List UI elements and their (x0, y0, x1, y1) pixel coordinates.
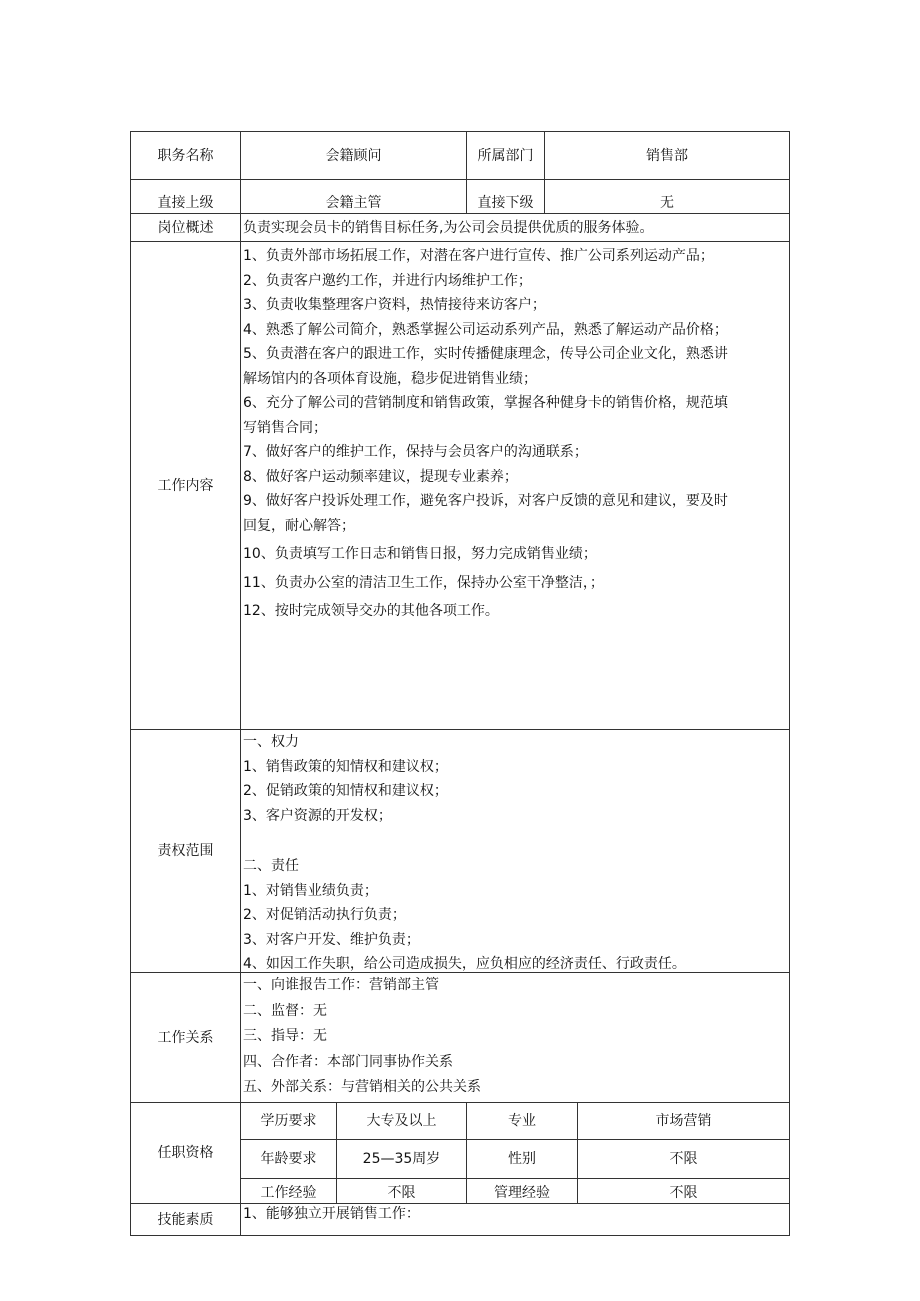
job-description-table (130, 131, 790, 1236)
work-content-label: 工作内容 (157, 477, 214, 494)
work-item: 6、充分了解公司的营销制度和销售政策，掌握各种健身卡的销售价格，规范填 (243, 395, 728, 411)
dept-label: 所属部门 (466, 132, 544, 179)
qualifications-label: 任职资格 (157, 1145, 214, 1161)
row-work-content (131, 241, 789, 729)
qual-value: 大专及以上 (336, 1103, 466, 1139)
row-overview (131, 213, 789, 241)
superior-value: 会籍主管 (240, 180, 466, 213)
relation-item: 四、合作者：本部门同事协作关系 (243, 1053, 453, 1070)
row-superior (131, 179, 789, 213)
work-item: 回复，耐心解答； (243, 517, 355, 534)
work-item: 10、负责填写工作日志和销售日报，努力完成销售业绩； (243, 546, 597, 562)
qual-value: 市场营销 (577, 1103, 789, 1139)
relations-label: 工作关系 (157, 1029, 214, 1046)
title-label: 职务名称 (157, 147, 214, 164)
duty-item: 2、对促销活动执行负责； (243, 907, 406, 923)
row-scope (131, 729, 789, 972)
duty-item: 1、对销售业绩负责； (243, 882, 378, 899)
work-item: 写销售合同； (243, 419, 327, 436)
relations-content (240, 973, 789, 1102)
qual-value: 不限 (577, 1179, 789, 1203)
qualification-row (241, 1103, 789, 1139)
work-item: 3、负责收集整理客户资料，热情接待来访客户； (243, 297, 546, 313)
power-item: 1、销售政策的知情权和建议权； (243, 758, 448, 775)
qual-value: 25—35周岁 (336, 1140, 466, 1178)
qual-value: 不限 (336, 1179, 466, 1203)
row-relations (131, 972, 789, 1102)
overview-text: 负责实现会员卡的销售目标任务,为公司会员提供优质的服务体验。 (240, 214, 789, 241)
work-item: 12、按时完成领导交办的其他各项工作。 (243, 603, 499, 619)
subordinate-label: 直接下级 (466, 180, 544, 213)
power-item: 2、促销政策的知情权和建议权； (243, 783, 448, 799)
work-item: 11、负责办公室的清洁卫生工作，保持办公室干净整洁，； (243, 574, 604, 591)
qual-key: 性别 (466, 1140, 577, 1178)
subordinate-value: 无 (544, 180, 789, 213)
work-item: 4、熟悉了解公司简介，熟悉掌握公司运动系列产品，熟悉了解运动产品价格； (243, 321, 728, 338)
qual-key: 工作经验 (260, 1185, 317, 1201)
duty-item: 4、如因工作失职，给公司造成损失，应负相应的经济责任、行政责任。 (243, 956, 686, 972)
duty-title: 二、责任 (243, 858, 299, 874)
scope-content (240, 730, 789, 972)
dept-value: 销售部 (544, 132, 789, 179)
scope-label: 责权范围 (157, 843, 214, 859)
overview-label: 岗位概述 (157, 219, 214, 236)
work-item: 7、做好客户的维护工作，保持与会员客户的沟通联系； (243, 444, 588, 460)
qualification-row (241, 1139, 789, 1178)
work-item: 5、负责潜在客户的跟进工作，实时传播健康理念，传导公司企业文化，熟悉讲 (243, 346, 728, 362)
row-skills (131, 1203, 789, 1235)
qualification-row (241, 1178, 789, 1203)
skills-text: 1、能够独立开展销售工作： (240, 1204, 789, 1235)
row-title (131, 132, 789, 179)
work-item: 2、负责客户邀约工作，并进行内场维护工作； (243, 272, 532, 289)
relation-item: 二、监督：无 (243, 1002, 327, 1019)
relation-item: 一、向谁报告工作：营销部主管 (243, 977, 439, 993)
qual-key: 专业 (466, 1103, 577, 1139)
qual-value: 不限 (577, 1140, 789, 1178)
work-content-list (240, 242, 789, 729)
work-item: 解场馆内的各项体育设施，稳步促进销售业绩； (243, 370, 537, 387)
relation-item: 五、外部关系：与营销相关的公共关系 (243, 1079, 481, 1095)
title-value: 会籍顾问 (240, 132, 466, 179)
qual-key: 管理经验 (466, 1179, 577, 1203)
row-qualifications (131, 1102, 789, 1203)
relation-item: 三、指导：无 (243, 1028, 327, 1044)
duty-item: 3、对客户开发、维护负责； (243, 931, 420, 948)
qualifications-grid (240, 1103, 789, 1203)
work-item: 1、负责外部市场拓展工作，对潜在客户进行宣传、推广公司系列运动产品； (243, 248, 714, 264)
work-item: 8、做好客户运动频率建议，提现专业素养； (243, 468, 518, 485)
work-item: 9、做好客户投诉处理工作，避免客户投诉，对客户反馈的意见和建议，要及时 (243, 493, 728, 509)
power-title: 一、权力 (243, 734, 299, 750)
qual-key: 学历要求 (260, 1113, 317, 1129)
skills-label: 技能素质 (157, 1211, 214, 1228)
superior-label: 直接上级 (157, 195, 214, 211)
power-item: 3、客户资源的开发权； (243, 807, 392, 824)
qual-key: 年龄要求 (260, 1151, 317, 1167)
